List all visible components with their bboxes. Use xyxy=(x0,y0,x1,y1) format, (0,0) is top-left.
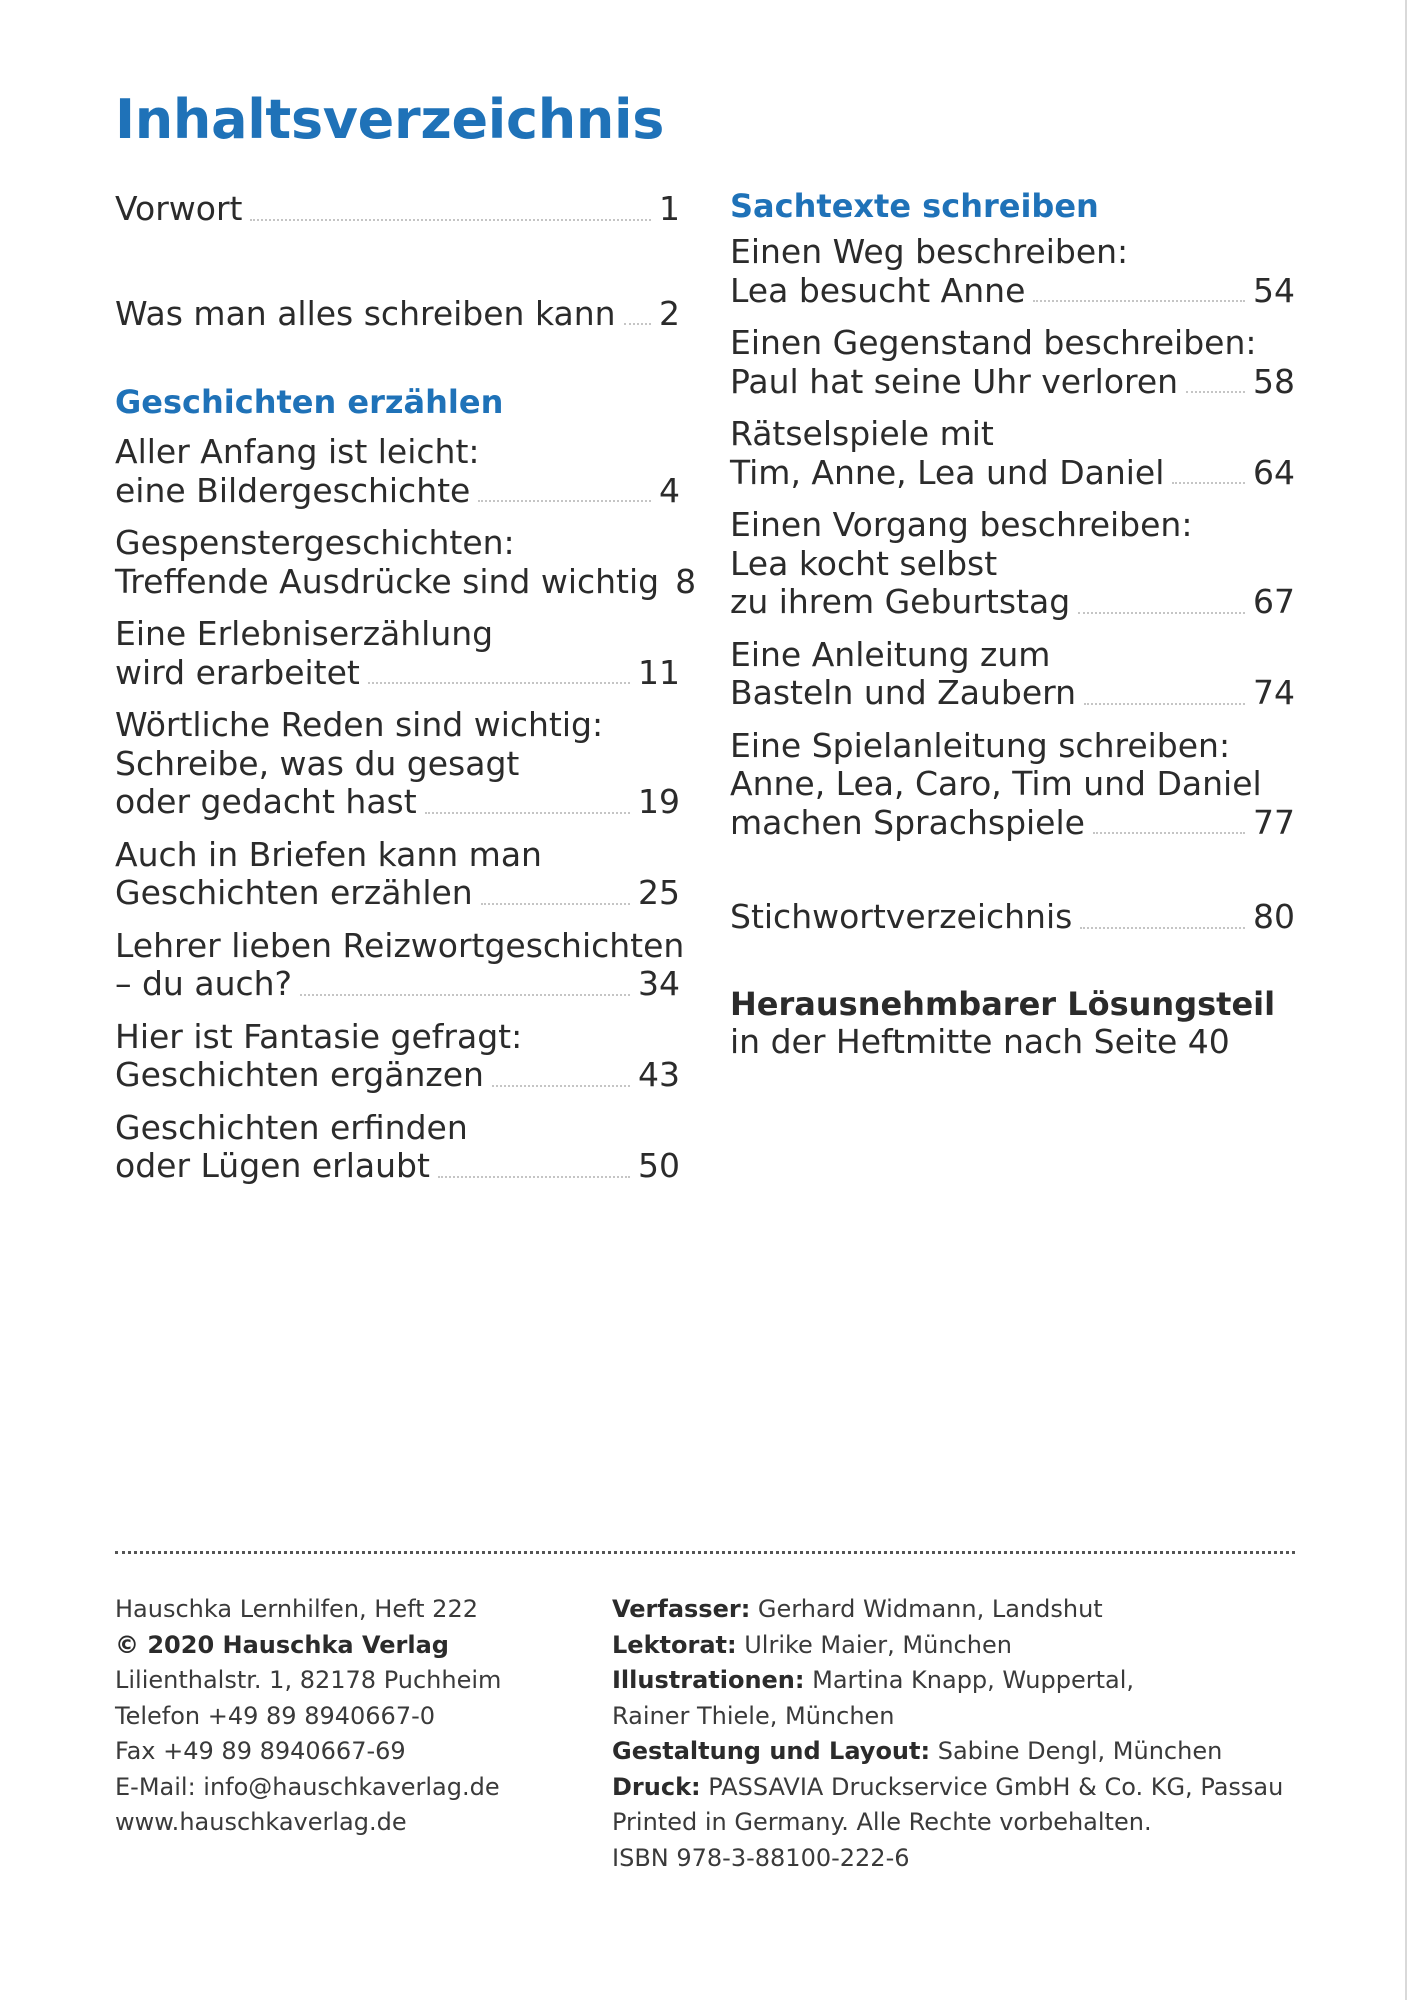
credit-illustrations-cont: Rainer Thiele, München xyxy=(612,1701,895,1730)
credit-illustrations xyxy=(612,1663,1312,1699)
toc-entry-text: – du auch? xyxy=(115,964,293,1003)
page-number: 77 xyxy=(1253,802,1295,842)
toc-entry[interactable] xyxy=(730,415,1295,492)
toc-entry-was-man[interactable] xyxy=(115,295,680,334)
dot-leader xyxy=(425,811,630,814)
credit-rights: Printed in Germany. Alle Rechte vorbehalten. xyxy=(612,1808,1152,1836)
credit-label: Lektorat: xyxy=(612,1630,737,1659)
toc-entry[interactable] xyxy=(730,324,1295,401)
page-number: 8 xyxy=(675,561,697,601)
section-heading-geschichten: Geschichten erzählen xyxy=(115,383,504,421)
page-number: 43 xyxy=(638,1055,680,1094)
loesung-block xyxy=(730,985,1295,1062)
toc-entry-text: oder Lügen erlaubt xyxy=(115,1146,430,1185)
toc-entry[interactable] xyxy=(115,1018,680,1095)
toc-entry-text: Geschichten erzählen xyxy=(115,873,473,912)
dot-leader xyxy=(1078,611,1245,614)
toc-entry[interactable] xyxy=(115,836,680,913)
toc-entry-line: Gespenstergeschichten: xyxy=(115,523,515,562)
toc-entry-text: Was man alles schreiben kann xyxy=(115,293,616,333)
toc-entry-text: wird erarbeitet xyxy=(115,652,360,692)
credit-value: PASSAVIA Druckservice GmbH & Co. KG, Passau xyxy=(700,1772,1284,1801)
toc-entry[interactable] xyxy=(115,615,680,692)
credit-layout xyxy=(612,1734,1312,1770)
toc-entry-line: Geschichten erfinden xyxy=(115,1107,468,1147)
dot-leader xyxy=(438,1175,630,1178)
toc-entry-text: Geschichten ergänzen xyxy=(115,1055,484,1094)
toc-entry-text: Stichwortverzeichnis xyxy=(730,897,1073,936)
page-number: 54 xyxy=(1253,270,1295,310)
dot-leader xyxy=(492,1084,630,1087)
page-number: 74 xyxy=(1253,673,1295,712)
toc-entry-line: Schreibe, was du gesagt xyxy=(115,743,520,783)
credit-label: Gestaltung und Layout: xyxy=(612,1737,931,1765)
dot-leader xyxy=(300,993,630,996)
toc-entry-line: Anne, Lea, Caro, Tim und Daniel xyxy=(730,764,1262,803)
imprint-credits xyxy=(612,1592,1312,1876)
toc-entry[interactable] xyxy=(115,925,685,1004)
toc-entry[interactable] xyxy=(115,433,680,510)
imprint-address: Lilienthalstr. 1, 82178 Puchheim xyxy=(115,1666,502,1694)
imprint-email[interactable]: E-Mail: info@hauschkaverlag.de xyxy=(115,1772,500,1801)
page-number: 25 xyxy=(638,873,680,912)
toc-entry-line: Rätselspiele mit xyxy=(730,414,994,453)
toc-entry-text: Lea besucht Anne xyxy=(730,270,1026,310)
dot-leader xyxy=(1093,831,1245,834)
toc-entry-vorwort[interactable] xyxy=(115,190,680,229)
credit-label: Verfasser: xyxy=(612,1595,751,1623)
toc-entry-line: Auch in Briefen kann man xyxy=(115,834,542,874)
footer-divider xyxy=(115,1551,1295,1554)
dot-leader xyxy=(478,499,651,502)
imprint-website[interactable]: www.hauschkaverlag.de xyxy=(115,1808,407,1836)
page-number: 4 xyxy=(659,470,680,510)
credit-editor xyxy=(612,1628,1312,1664)
toc-entry[interactable] xyxy=(115,706,680,822)
page-number: 67 xyxy=(1253,582,1295,621)
toc-entry-line: Wörtliche Reden sind wichtig: xyxy=(115,705,604,744)
toc-entry-text: Vorwort xyxy=(115,189,243,228)
page-title: Inhaltsverzeichnis xyxy=(115,88,665,151)
imprint-publisher xyxy=(115,1592,595,1841)
dot-leader xyxy=(368,681,630,684)
dot-leader xyxy=(1084,702,1245,705)
toc-entry-stichwort[interactable] xyxy=(730,898,1295,937)
imprint-phone: Telefon +49 89 8940667-0 xyxy=(115,1701,436,1730)
toc-entry-line: Hier ist Fantasie gefragt: xyxy=(115,1016,523,1056)
credit-value: Martina Knapp, Wuppertal, xyxy=(804,1666,1135,1694)
imprint-fax: Fax +49 89 8940667-69 xyxy=(115,1737,406,1765)
toc-entry-text: eine Bildergeschichte xyxy=(115,470,471,510)
page-number: 19 xyxy=(638,782,680,821)
toc-entry-line: Eine Erlebniserzählung xyxy=(115,614,494,653)
dot-leader xyxy=(1033,299,1245,302)
toc-entry-text: oder gedacht hast xyxy=(115,782,417,821)
credit-value: Ulrike Maier, München xyxy=(736,1630,1012,1659)
loesung-text: in der Heftmitte nach Seite 40 xyxy=(730,1021,1230,1061)
page-number: 11 xyxy=(638,652,680,692)
toc-left-column xyxy=(115,182,697,1186)
page-number: 34 xyxy=(638,964,680,1003)
toc-entry-line: Eine Spielanleitung schreiben: xyxy=(730,725,1231,765)
toc-entry-line: Lea kocht selbst xyxy=(730,543,998,583)
toc-entry-text: zu ihrem Geburtstag xyxy=(730,582,1071,621)
toc-entry[interactable] xyxy=(115,523,697,601)
page-number: 2 xyxy=(659,293,680,333)
credit-print xyxy=(612,1770,1312,1806)
toc-entry-line: Aller Anfang ist leicht: xyxy=(115,432,480,471)
imprint-series: Hauschka Lernhilfen, Heft 222 xyxy=(115,1595,478,1623)
credit-value: Gerhard Widmann, Landshut xyxy=(750,1595,1103,1623)
dot-leader xyxy=(1186,390,1245,393)
toc-entry[interactable] xyxy=(730,506,1295,622)
loesung-heading: Herausnehmbarer Lösungsteil xyxy=(730,984,1276,1023)
credit-value: Sabine Dengl, München xyxy=(930,1737,1223,1765)
toc-entry-text: Paul hat seine Uhr verloren xyxy=(730,361,1179,401)
dot-leader xyxy=(1172,481,1245,484)
page-number: 64 xyxy=(1253,452,1295,492)
imprint-copyright: © 2020 Hauschka Verlag xyxy=(115,1630,449,1659)
toc-entry-line: Lehrer lieben Reizwortgeschichten xyxy=(115,925,685,965)
toc-entry-line: Einen Gegenstand beschreiben: xyxy=(730,323,1257,362)
page-edge-line xyxy=(1405,0,1407,2000)
toc-entry-text: machen Sprachspiele xyxy=(730,802,1085,842)
dot-leader xyxy=(250,218,651,221)
dot-leader xyxy=(624,322,651,325)
credit-isbn: ISBN 978-3-88100-222-6 xyxy=(612,1843,910,1872)
toc-right-column xyxy=(730,182,1295,1061)
toc-entry-line: Einen Vorgang beschreiben: xyxy=(730,505,1193,544)
page-number: 58 xyxy=(1253,361,1295,401)
toc-entry[interactable] xyxy=(730,727,1295,843)
page-number: 50 xyxy=(638,1146,680,1185)
toc-entry[interactable] xyxy=(115,1109,680,1186)
toc-entry[interactable] xyxy=(730,636,1295,713)
toc-entry-text: Tim, Anne, Lea und Daniel xyxy=(730,452,1165,492)
dot-leader xyxy=(481,902,630,905)
dot-leader xyxy=(1080,926,1245,929)
credit-author xyxy=(612,1592,1312,1628)
toc-entry-line: Einen Weg beschreiben: xyxy=(730,232,1129,271)
page-number: 80 xyxy=(1253,897,1295,936)
toc-entry[interactable] xyxy=(730,233,1295,310)
toc-entry-line: Eine Anleitung zum xyxy=(730,634,1051,674)
credit-label: Illustrationen: xyxy=(612,1666,805,1694)
toc-entry-text: Basteln und Zaubern xyxy=(730,673,1077,712)
credit-label: Druck: xyxy=(612,1772,701,1801)
toc-entry-text: Treffende Ausdrücke sind wichtig xyxy=(115,561,660,601)
section-heading-sachtexte: Sachtexte schreiben xyxy=(730,187,1099,225)
page-number: 1 xyxy=(659,189,680,228)
